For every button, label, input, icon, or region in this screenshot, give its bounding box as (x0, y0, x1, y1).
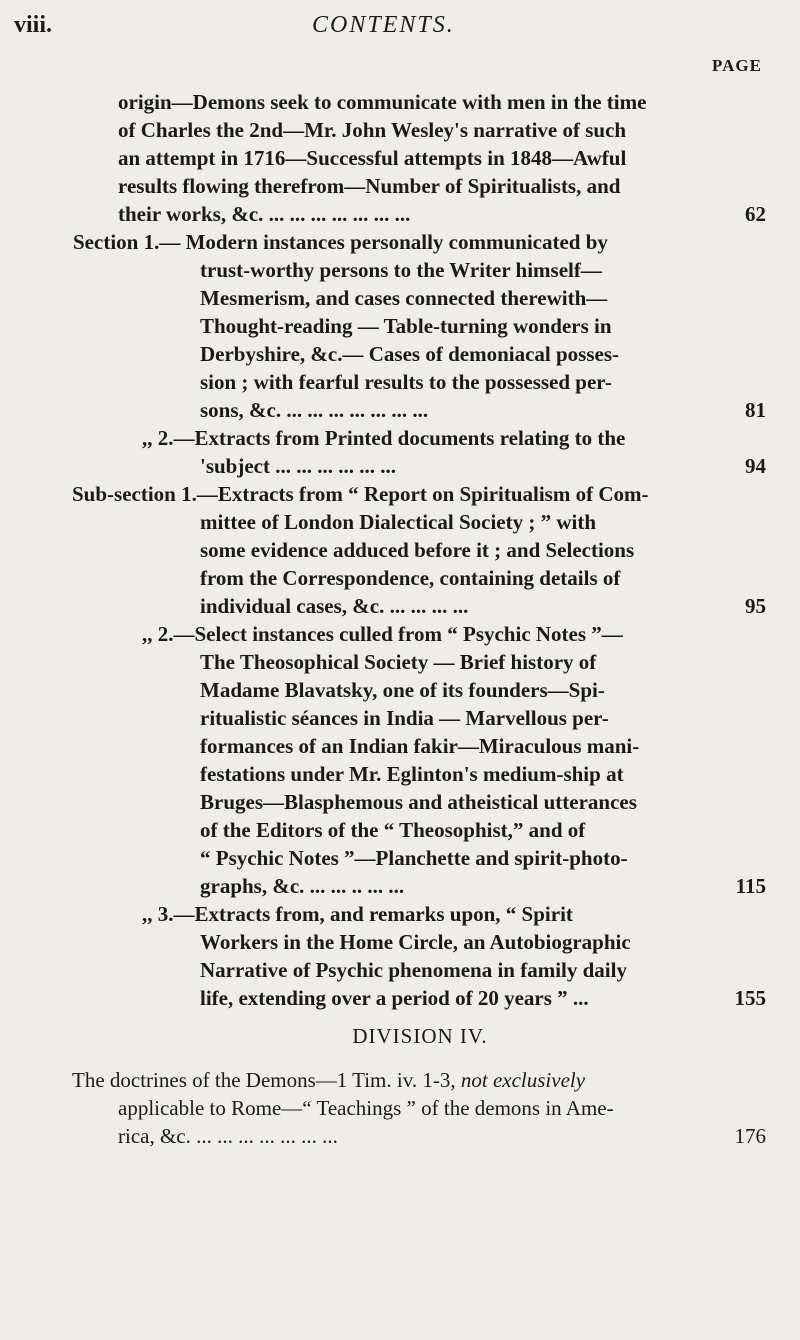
division-heading: DIVISION IV. (352, 1024, 488, 1048)
table-of-contents (0, 88, 800, 1012)
toc-page-number: 94 (745, 454, 766, 478)
page-column-label: PAGE (712, 56, 762, 75)
toc-line: graphs, &c. ... ... .. ... ... 115 (200, 874, 766, 898)
toc-page-number: 81 (745, 398, 766, 422)
toc-entry-section-2 (0, 424, 800, 480)
toc-line: Workers in the Home Circle, an Autobiographic (200, 930, 631, 954)
toc-entry-subsection-3 (0, 900, 800, 1012)
toc-line: individual cases, &c. ... ... ... ... 95 (200, 594, 766, 618)
toc-line: trust-worthy persons to the Writer himself— (200, 258, 602, 282)
toc-entry-subsection-1 (0, 480, 800, 620)
toc-line: applicable to Rome—“ Teachings ” of the demons in Ame- (118, 1096, 614, 1120)
toc-line: Sub-section 1.—Extracts from “ Report on Spiritualism of Com- (72, 482, 649, 506)
toc-line: life, extending over a period of 20 years ” ... 155 (200, 986, 766, 1010)
toc-page-number: 115 (735, 874, 766, 898)
toc-entry-origin (0, 88, 800, 228)
toc-entry-division-4 (0, 1066, 800, 1150)
toc-line: ,, 3.—Extracts from, and remarks upon, “ Spirit (142, 902, 573, 926)
toc-line: results flowing therefrom—Number of Spiritualists, and (118, 174, 621, 198)
toc-line: Mesmerism, and cases connected therewith— (200, 286, 608, 310)
page-number-roman: viii. (14, 12, 53, 38)
toc-line: Section 1.— Modern instances personally communicated by (73, 230, 608, 254)
toc-line: Derbyshire, &c.— Cases of demoniacal posses- (200, 342, 619, 366)
toc-entry-section-1 (0, 228, 800, 424)
toc-line: some evidence adduced before it ; and Selections (200, 538, 635, 562)
toc-line: sion ; with fearful results to the possessed per- (200, 370, 612, 394)
toc-line: Narrative of Psychic phenomena in family daily (200, 958, 627, 982)
toc-line: “ Psychic Notes ”—Planchette and spirit-photo- (200, 846, 628, 870)
toc-page-number: 95 (745, 594, 766, 618)
toc-line: formances of an Indian fakir—Miraculous mani- (200, 734, 640, 758)
toc-line: sons, &c. ... ... ... ... ... ... ... 81 (200, 398, 766, 422)
toc-line: from the Correspondence, containing details of (200, 566, 621, 590)
toc-line: of Charles the 2nd—Mr. John Wesley's narrative of such (118, 118, 627, 142)
toc-page-number: 155 (734, 986, 766, 1010)
emphasis-text: not exclusively (460, 1068, 586, 1092)
toc-line: of the Editors of the “ Theosophist,” and of (200, 818, 586, 842)
toc-line: Madame Blavatsky, one of its founders—Spi- (200, 678, 605, 702)
toc-line: The Theosophical Society — Brief history of (200, 650, 597, 674)
toc-line: mittee of London Dialectical Society ; ” with (200, 510, 597, 534)
running-title: CONTENTS. (312, 12, 455, 38)
toc-line: their works, &c. ... ... ... ... ... ... ... 62 (118, 202, 766, 226)
toc-line: 'subject ... ... ... ... ... ... 94 (200, 454, 766, 478)
toc-page-number: 176 (734, 1124, 766, 1148)
toc-line: ,, 2.—Select instances culled from “ Psychic Notes ”— (142, 622, 623, 646)
toc-line: ritualistic séances in India — Marvellous per- (200, 706, 609, 730)
toc-line: The doctrines of the Demons—1 Tim. iv. 1-3, not exclusively (72, 1068, 586, 1092)
toc-line: festations under Mr. Eglinton's medium-ship at (200, 762, 624, 786)
toc-entry-subsection-2 (0, 620, 800, 900)
toc-line: origin—Demons seek to communicate with men in the time (118, 90, 647, 114)
toc-line: Bruges—Blasphemous and atheistical utterances (200, 790, 637, 814)
toc-line: ,, 2.—Extracts from Printed documents relating to the (142, 426, 626, 450)
page-header (0, 12, 800, 42)
toc-line: an attempt in 1716—Successful attempts in 1848—Awful (118, 146, 627, 170)
toc-line: Thought-reading — Table-turning wonders in (200, 314, 612, 338)
toc-line: rica, &c. ... ... ... ... ... ... ... 176 (118, 1124, 766, 1148)
toc-page-number: 62 (745, 202, 766, 226)
